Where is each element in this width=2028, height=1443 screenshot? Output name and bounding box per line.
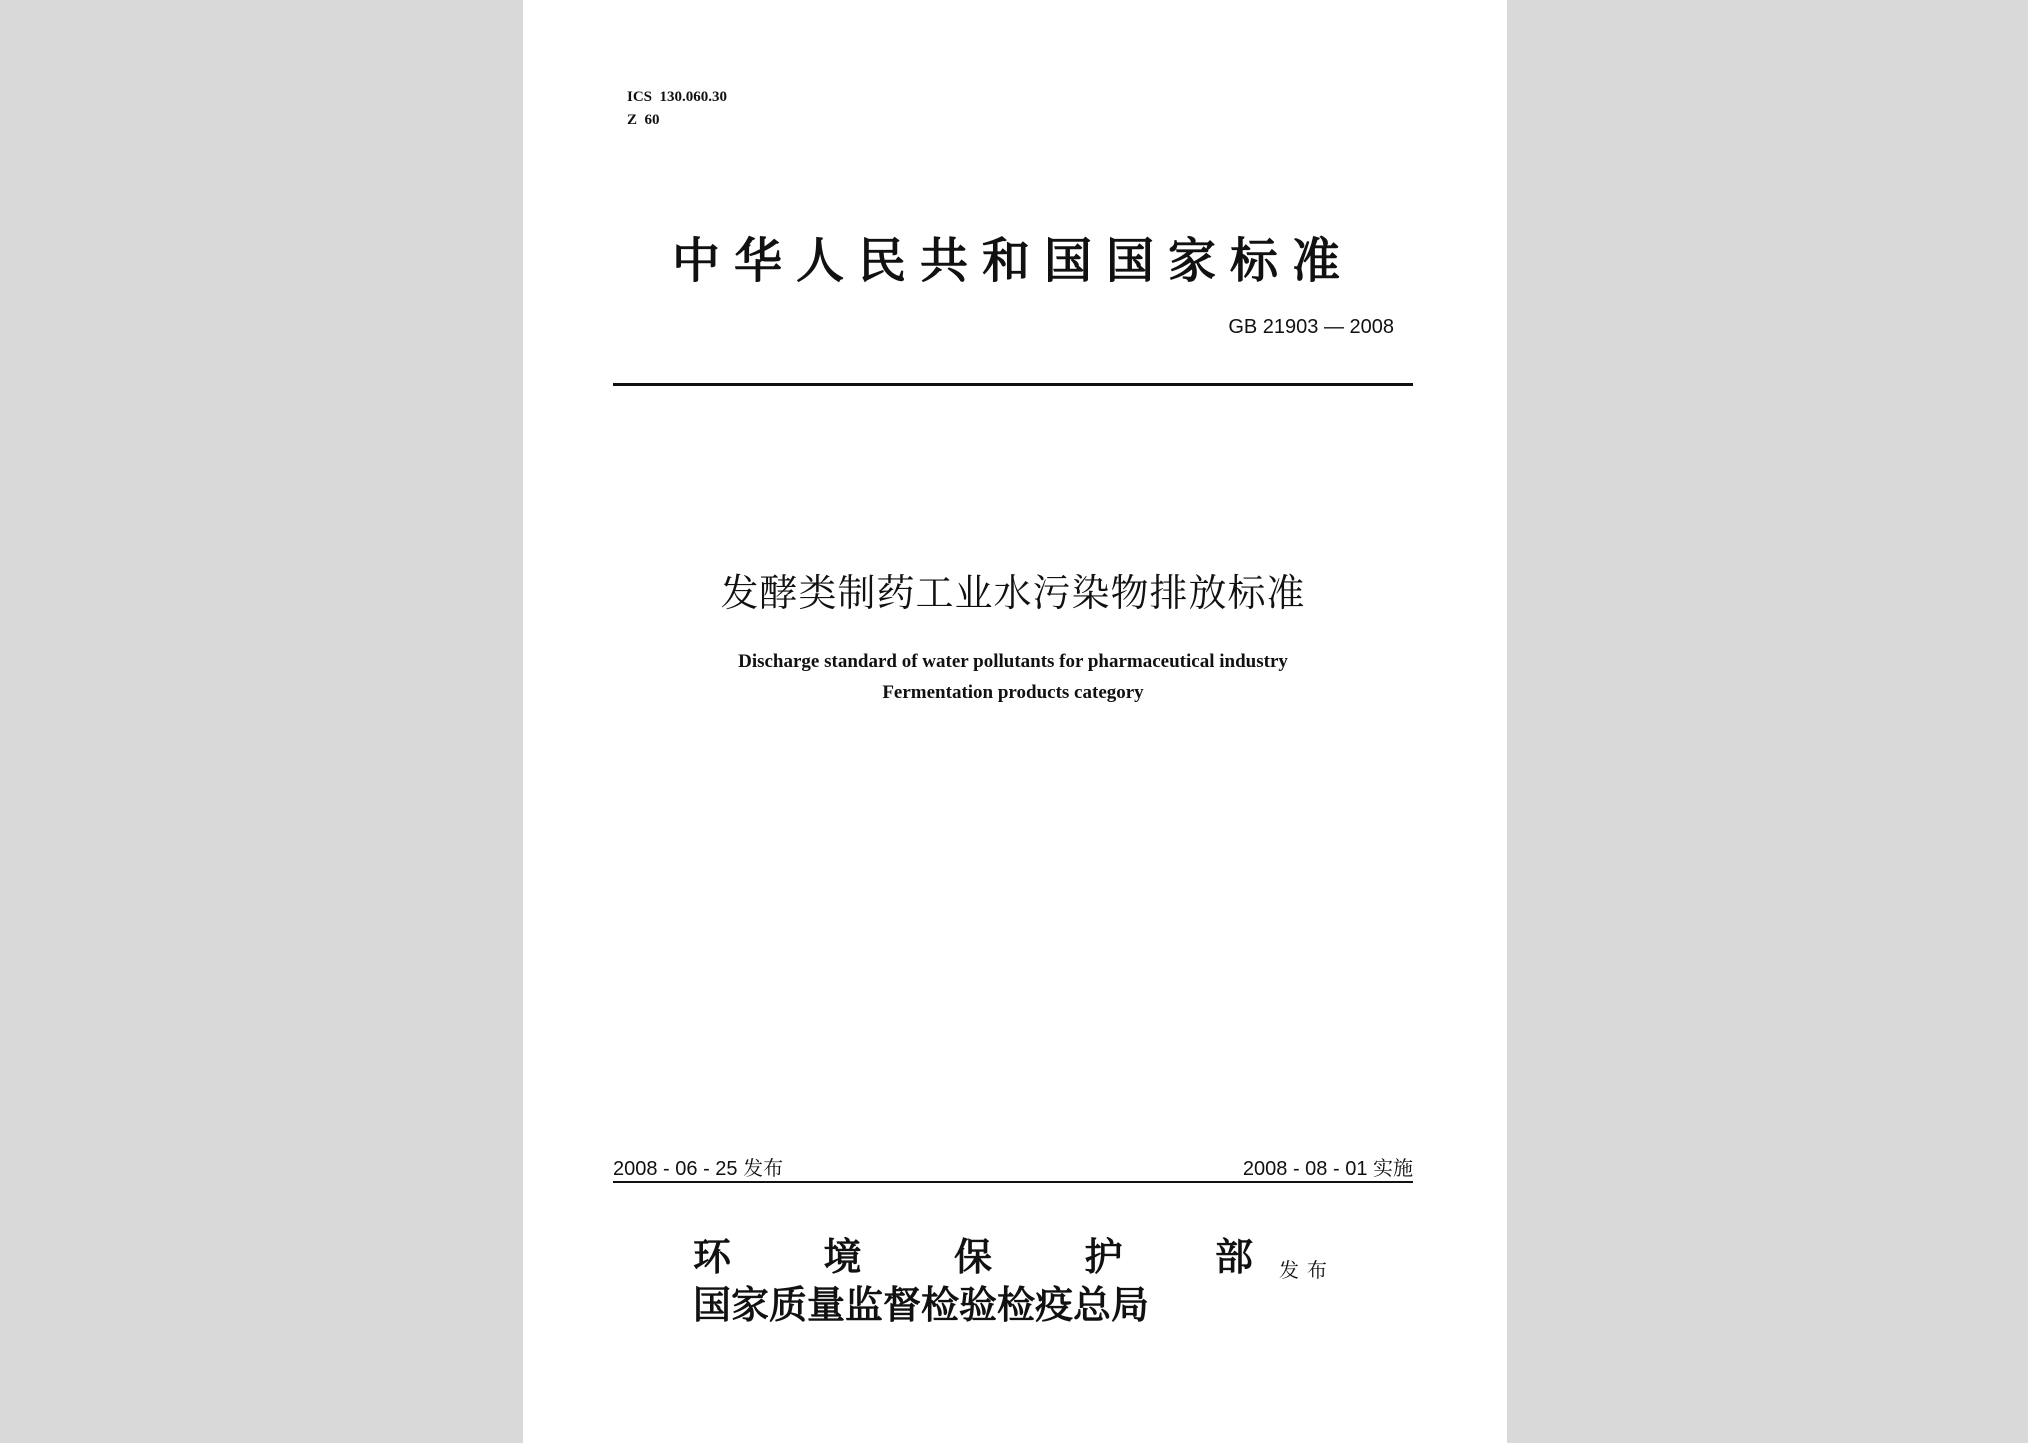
- document-page: [523, 0, 1507, 1443]
- ics-code: ICS 130.060.30: [627, 89, 728, 105]
- publish-label: 发布: [1279, 1258, 1335, 1282]
- top-divider: [613, 383, 1413, 386]
- national-standard-title: 中华人民共和国国家标准: [671, 233, 1354, 289]
- issue-date: 2008 - 06 - 25 发布: [613, 1158, 784, 1180]
- document-title-english: [613, 646, 1413, 708]
- issuer-ministry: [693, 1226, 1253, 1281]
- standard-number: GB 21903 — 2008: [1228, 316, 1394, 338]
- classification-codes: [627, 86, 727, 132]
- english-title-line-1: Discharge standard of water pollutants for pharmaceutical industry: [738, 651, 1288, 672]
- document-title-chinese: 发酵类制药工业水污染物排放标准: [720, 571, 1306, 615]
- bottom-divider: [613, 1181, 1413, 1183]
- english-title-line-2: Fermentation products category: [882, 682, 1144, 703]
- issuer-administration: 国家质量监督检验检疫总局: [693, 1282, 1150, 1327]
- ccs-code: Z 60: [627, 112, 660, 128]
- issuer-ministry-char: 部: [1214, 1234, 1253, 1279]
- issuer-ministry-char: 保: [953, 1234, 992, 1279]
- issuer-ministry-char: 境: [823, 1234, 862, 1279]
- issuer-ministry-char: 护: [1084, 1234, 1123, 1279]
- implementation-date: 2008 - 08 - 01 实施: [1242, 1158, 1413, 1180]
- issuer-ministry-char: 环: [693, 1234, 732, 1279]
